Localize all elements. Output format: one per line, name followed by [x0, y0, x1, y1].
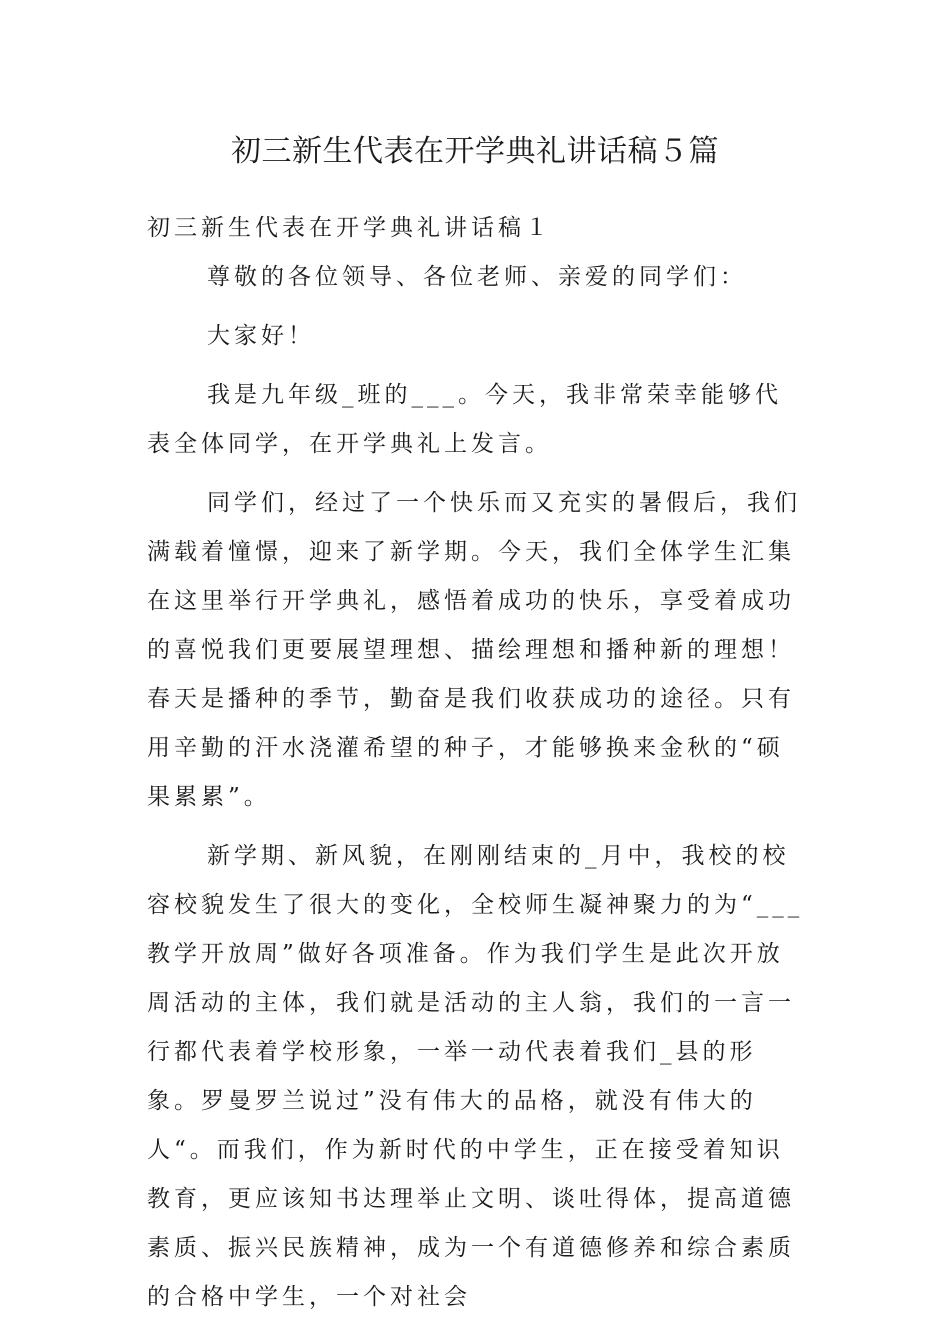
document-body	[147, 204, 807, 1322]
salutation-paragraph: 尊敬的各位领导、各位老师、亲爱的同学们：	[207, 264, 747, 290]
body-paragraph-2: 新学期、新风貌，在刚刚结束的_月中，我校的校容校貌发生了很大的变化，全校师生凝神聚力的为“___教学开放周”做好各项准备。作为我们学生是此次开放周活动的主体，我们就是活动的主人翁，我们的一言一行都代表着学校形象，一举一动代表着我们_县的形象。罗曼罗兰说过”没有伟大的品格，就没有伟大的人“。而我们，作为新时代的中学生，正在接受着知识教育，更应该知书达理举止文明、谈吐得体，提高道德素质、振兴民族精神，成为一个有道德修养和综合素质的合格中学生，一个对社会	[147, 843, 804, 1310]
intro-paragraph: 我是九年级_班的___。今天，我非常荣幸能够代表全体同学，在开学典礼上发言。	[147, 382, 782, 457]
body-paragraph-1: 同学们，经过了一个快乐而又充实的暑假后，我们满载着憧憬，迎来了新学期。今天，我们全体学生汇集在这里举行开学典礼，感悟着成功的快乐，享受着成功的喜悦我们更要展望理想、描绘理想和播种新的理想！春天是播种的季节，勤奋是我们收获成功的途径。只有用辛勤的汗水浇灌希望的种子，才能够换来金秋的“硕果累累”。	[147, 490, 801, 810]
section-heading: 初三新生代表在开学典礼讲话稿１	[147, 215, 552, 241]
greeting-paragraph: 大家好！	[207, 323, 315, 349]
document-title: 初三新生代表在开学典礼讲话稿５篇	[231, 134, 719, 169]
